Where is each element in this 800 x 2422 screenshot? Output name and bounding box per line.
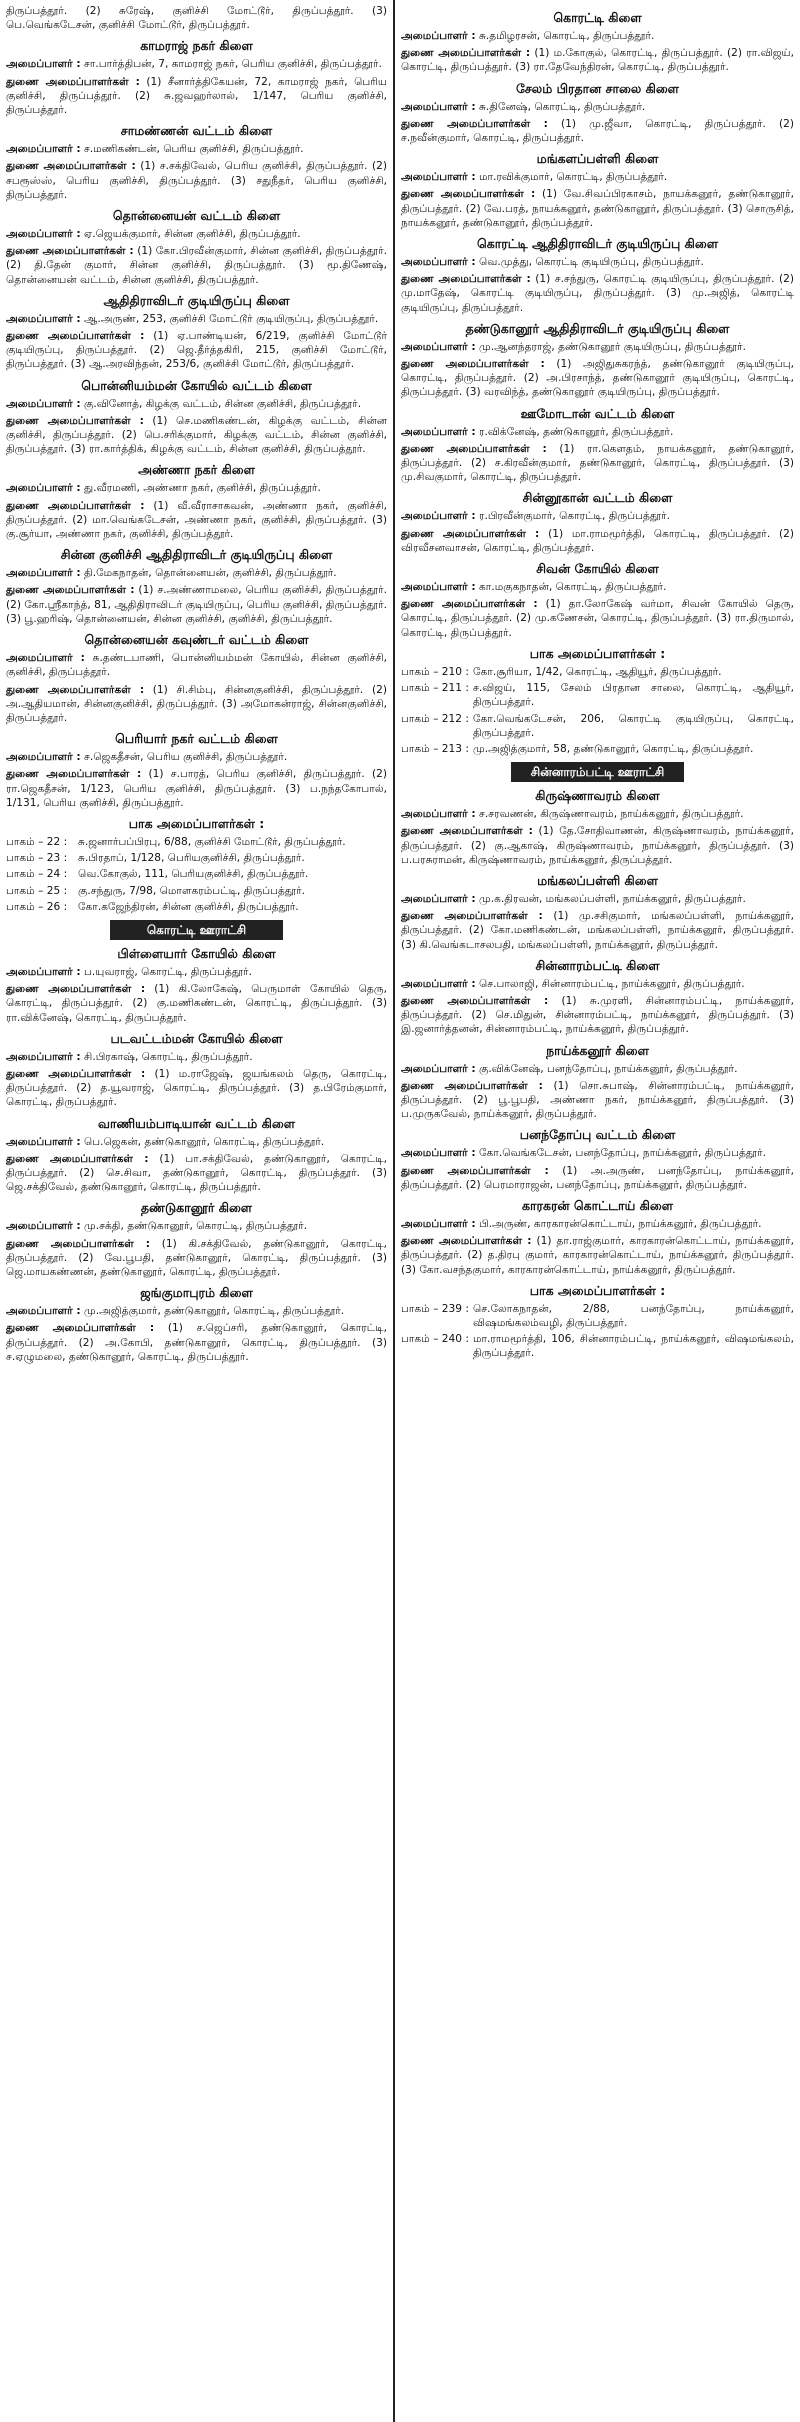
member-names: து.வீரமணி, அண்ணா நகர், குனிச்சி, திருப்பத்தூர்.: [80, 482, 321, 495]
role-label: துணை அமைப்பாளர்கள் :: [6, 1237, 151, 1250]
member-names: (1) ச.சந்துரு, கொரட்டி குடியிருப்பு, திருப்பத்தூர். (2) மு.மாதேஷ், கொரட்டி குடியிருப்பு, திருப்பத்தூர். (3) மு.அஜித், கொரட்டி குடியிருப்பு, திருப்பத்தூர்.: [401, 273, 795, 314]
organizer-paragraph: [401, 357, 794, 400]
booth-organizer: கோ.வெங்கடேசன், 206, கொரட்டி குடியிருப்பு, கொரட்டி, திருப்பத்தூர்.: [473, 712, 794, 739]
section-heading: ஆதிதிராவிடர் குடியிருப்பு கிளை: [103, 292, 290, 308]
organizer-paragraph: [6, 312, 387, 326]
role-label: அமைப்பாளர் :: [401, 892, 476, 905]
member-names: செ.பாலாஜி, சின்னாரம்பட்டி, நாய்க்கனூர், திருப்பத்தூர்.: [475, 977, 745, 990]
member-names: (1) சு.முரளி, சின்னாரம்பட்டி, நாய்க்கனூர், திருப்பத்தூர். (2) செ.மிதுன், சின்னாரம்பட்டி, நாய்க்கனூர், திருப்பத்தூர். (3) இ.ஜனார்த்தனன், சின்னாரம்பட்டி, நாய்க்கனூர், திருப்பத்தூர்.: [401, 994, 794, 1036]
role-label: துணை அமைப்பாளர்கள் :: [401, 47, 531, 60]
section-heading: காரகரன் கொட்டாய் கிளை: [521, 1197, 673, 1213]
booth-organizer: சு.ஜனார்பப்பிரபு, 6/88, குனிச்சி மோட்டூர், திருப்பத்தூர்.: [78, 835, 346, 848]
member-names: சி.பிரகாஷ், கொரட்டி, திருப்பத்தூர்.: [80, 1050, 253, 1063]
member-names: (1) ச.அண்ணாமலை, பெரிய குனிச்சி, திருப்பத்தூர். (2) கோ.ஸ்ரீகாந்த், 81, ஆதிதிராவிடர் குடியிருப்பு, பெரிய குனிச்சி, திருப்பத்தூர். (3) பூ.ஹரிஷ், தொன்னையன், சின்ன குனிச்சி, குனிச்சி, திருப்பத்தூர்.: [6, 584, 388, 625]
organizer-paragraph: [6, 75, 387, 118]
right-column: [395, 0, 800, 2422]
member-names: மு.க.திரவன், மங்கலப்பள்ளி, நாய்க்கனூர், திருப்பத்தூர்.: [475, 892, 746, 905]
organizer-paragraph: [6, 1067, 387, 1110]
organizer-paragraph: [401, 909, 794, 952]
organizer-paragraph: [6, 397, 387, 411]
section-heading: தொன்னையன் வட்டம் கிளை: [112, 208, 281, 224]
role-label: துணை அமைப்பாளர்கள் :: [6, 1067, 146, 1080]
member-names: ச.ஜெகதீசன், பெரிய குனிச்சி, திருப்பத்தூர்.: [80, 751, 288, 764]
member-names: (1) சி.சிம்பு, சின்னகுனிச்சி, திருப்பத்தூர். (2) அ.ஆதியமான், சின்னகுனிச்சி, திருப்பத்தூர். (3) அமோகன்ராஜ், சின்னகுனிச்சி, திருப்பத்தூர்.: [6, 683, 388, 724]
member-names: ச.மணிகண்டன், பெரிய குனிச்சி, திருப்பத்தூர்.: [80, 143, 304, 156]
organizer-paragraph: [401, 580, 794, 594]
member-names: தி.மேகநாதன், தொன்னையன், குனிச்சி, திருப்பத்தூர்.: [80, 567, 337, 580]
section-heading: பொன்னியம்மன் கோயில் வட்டம் கிளை: [81, 377, 312, 393]
organizer-paragraph: [401, 994, 794, 1037]
organizer-paragraph: [401, 187, 794, 230]
booth-organizer: செ.லோகநாதன், 2/88, பனந்தோப்பு, நாய்க்கனூர், விஷமங்கலம்வழி, திருப்பத்தூர்.: [473, 1302, 794, 1329]
organizer-paragraph: [6, 481, 387, 495]
booth-organizer: மா.ராமமூர்த்தி, 106, சின்னாரம்பட்டி, நாய்க்கனூர், விஷமங்கலம், திருப்பத்தூர்.: [473, 1333, 794, 1360]
role-label: அமைப்பாளர் :: [401, 1217, 476, 1230]
organizer-paragraph: [6, 57, 387, 71]
organizer-paragraph: [401, 527, 794, 555]
role-label: துணை அமைப்பாளர்கள் :: [6, 584, 135, 597]
section-heading: பனந்தோப்பு வட்டம் கிளை: [519, 1127, 676, 1143]
booth-number: பாகம் – 213 :: [401, 742, 469, 755]
member-names: (1) ச.சக்திவேல், பெரிய குனிச்சி, திருப்பத்தூர். (2) சபரூஸ்ஸ், பெரிய குனிச்சி, திருப்பத்தூர். (3) சதுநீதர், பெரிய குனிச்சி, திருப்பத்தூர்.: [6, 160, 388, 201]
section-heading: காமராஜ் நகர் கிளை: [140, 38, 253, 54]
role-label: துணை அமைப்பாளர்கள் :: [401, 598, 538, 611]
organizer-paragraph: [6, 159, 387, 202]
role-label: அமைப்பாளர் :: [401, 510, 476, 523]
member-names: (1) தா.ராஜ்குமார், காரகாரன்கொட்டாய், நாய்க்கனூர், திருப்பத்தூர். (2) த.திரபு குமார், காரகாரன்கொட்டாய், நாய்க்கனூர், திருப்பத்தூர். (3) கோ.வசந்தகுமார், காரகாரன்கொட்டாய், நாய்க்கனூர், திருப்பத்தூர்.: [401, 1235, 795, 1276]
role-label: துணை அமைப்பாளர்கள் :: [6, 414, 144, 427]
organizer-paragraph: [6, 965, 387, 979]
member-names: (1) சீனார்த்திகேயன், 72, காமராஜ் நகர், பெரிய குனிச்சி, திருப்பத்தூர். (2) சு.ஜவஹர்லால், 1/147, பெரிய குனிச்சி, திருப்பத்தூர்.: [6, 75, 388, 117]
member-names: சு.தண்டபாணி, பொன்னியம்மன் கோயில், சின்ன குனிச்சி, குனிச்சி, திருப்பத்தூர்.: [6, 652, 387, 679]
booth-number: பாகம் – 239 :: [401, 1302, 469, 1315]
organizer-paragraph: [401, 1217, 794, 1231]
section-heading: பாக அமைப்பாளர்கள் :: [529, 645, 666, 661]
member-names: மு.அஜித்குமார், தண்டுகானூர், கொரட்டி, திருப்பத்தூர்.: [80, 1305, 345, 1318]
organizer-paragraph: [6, 583, 387, 626]
role-label: அமைப்பாளர் :: [6, 1220, 81, 1233]
role-label: துணை அமைப்பாளர்கள் :: [6, 499, 145, 512]
booth-entry: [6, 900, 387, 914]
member-names: (1) வே.சிவப்பிரகாசம், நாயக்கனூர், தண்டுகானூர், திருப்பத்தூர். (2) வே.பரத், நாயக்கனூர், தண்டுகானூர், திருப்பத்தூர். (3) சொருசித், நாயக்கனூர், தண்டுகானூர், திருப்பத்தூர்.: [401, 188, 794, 229]
section-heading: பிள்ளையார் கோயில் கிளை: [117, 945, 276, 961]
role-label: துணை அமைப்பாளர்கள் :: [6, 768, 142, 781]
role-label: அமைப்பாளர் :: [401, 425, 476, 438]
booth-entry: [401, 665, 794, 679]
section-heading: சாமண்ணன் வட்டம் கிளை: [120, 123, 273, 139]
role-label: துணை அமைப்பாளர்கள் :: [401, 273, 531, 286]
role-label: அமைப்பாளர் :: [6, 312, 81, 325]
panchayat-banner: கொரட்டி ஊராட்சி: [110, 920, 283, 940]
organizer-paragraph: [401, 1146, 794, 1160]
member-names: சு.தமிழரசன், கொரட்டி, திருப்பத்தூர்.: [475, 30, 655, 42]
member-names: (1) மு.சசிகுமார், மங்கலப்பள்ளி, நாய்க்கனூர், திருப்பத்தூர். (2) கோ.மணிகண்டன், மங்கலப்பள்ளி, நாய்க்கனூர், திருப்பத்தூர். (3) கி.வெங்கடாசலபதி, மங்கலப்பள்ளி, நாய்க்கனூர், திருப்பத்தூர்.: [401, 910, 794, 951]
role-label: துணை அமைப்பாளர்கள் :: [6, 75, 140, 88]
role-label: துணை அமைப்பாளர்கள் :: [401, 994, 549, 1007]
booth-entry: [401, 742, 794, 756]
member-names: மு.ஆனந்தராஜ், தண்டுகானூர் குடியிருப்பு, திருப்பத்தூர்.: [475, 340, 746, 353]
member-names: பி.அருண், காரகாரன்கொட்டாய், நாய்க்கனூர், திருப்பத்தூர்.: [475, 1217, 762, 1230]
section-heading: மங்களப்பள்ளி கிளை: [536, 151, 659, 167]
section-heading: நாய்க்கனூர் கிளை: [546, 1042, 649, 1058]
booth-organizer: கோ.சூரியா, 1/42, கொரட்டி, ஆதியூர், திருப்பத்தூர்.: [473, 665, 722, 678]
role-label: துணை அமைப்பாளர்கள் :: [401, 188, 536, 201]
role-label: அமைப்பாளர் :: [6, 1305, 81, 1318]
section-heading: சின்னூகான் வட்டம் கிளை: [522, 490, 673, 506]
booth-entry: [6, 835, 387, 849]
text-paragraph: [6, 4, 387, 32]
organizer-paragraph: [401, 170, 794, 184]
section-heading: சிவன் கோயில் கிளை: [536, 561, 659, 577]
role-label: அமைப்பாளர் :: [6, 751, 81, 764]
role-label: அமைப்பாளர் :: [6, 567, 81, 580]
section-heading: அண்ணா நகர் கிளை: [138, 462, 255, 478]
role-label: அமைப்பாளர் :: [6, 1050, 81, 1063]
section-heading: கொரட்டி ஆதிதிராவிடர் குடியிருப்பு கிளை: [477, 236, 718, 252]
section-heading: வாணியம்பாடியான் வட்டம் கிளை: [98, 1115, 295, 1131]
panchayat-banner: சின்னாரம்பட்டி ஊராட்சி: [511, 762, 684, 782]
member-names: பெ.ஜெகன், தண்டுகானூர், கொரட்டி, திருப்பத்தூர்.: [80, 1135, 325, 1148]
section-heading: ஊமோடான் வட்டம் கிளை: [520, 405, 675, 421]
section-heading: கிருஷ்ணாவரம் கிளை: [535, 788, 660, 804]
organizer-paragraph: [401, 1079, 794, 1122]
organizer-paragraph: [401, 255, 794, 269]
organizer-paragraph: [401, 1164, 794, 1192]
role-label: துணை அமைப்பாளர்கள் :: [401, 1079, 543, 1092]
role-label: துணை அமைப்பாளர்கள் :: [6, 683, 145, 696]
booth-number: பாகம் – 22 :: [6, 835, 68, 848]
member-names: ர.விக்னேஷ், தண்டுகானூர், திருப்பத்தூர்.: [475, 425, 674, 438]
organizer-paragraph: [6, 1135, 387, 1149]
booth-number: பாகம் – 240 :: [401, 1333, 469, 1346]
organizer-paragraph: [401, 272, 794, 315]
role-label: துணை அமைப்பாளர்கள் :: [401, 117, 548, 130]
organizer-paragraph: [6, 1321, 387, 1364]
section-heading: பாக அமைப்பாளர்கள் :: [128, 815, 265, 831]
member-names: மு.சக்தி, தண்டுகானூர், கொரட்டி, திருப்பத்தூர்.: [80, 1220, 308, 1233]
organizer-paragraph: [401, 46, 794, 74]
organizer-paragraph: [401, 442, 794, 485]
role-label: துணை அமைப்பாளர்கள் :: [6, 330, 145, 343]
section-heading: மங்கலப்பள்ளி கிளை: [537, 872, 658, 888]
organizer-paragraph: [401, 117, 794, 145]
member-names: (1) கி.சக்திவேல், தண்டுகானூர், கொரட்டி, திருப்பத்தூர். (2) வே.பூபதி, தண்டுகானூர், கொரட்டி, திருப்பத்தூர். (3) ஜெ.மாயகண்ணன், தண்டுகானூர், கொரட்டி, திருப்பத்தூர்.: [6, 1237, 387, 1278]
role-label: துணை அமைப்பாளர்கள் :: [6, 983, 146, 996]
role-label: அமைப்பாளர் :: [6, 228, 81, 241]
role-label: அமைப்பாளர் :: [401, 808, 476, 821]
booth-entry: [401, 1302, 794, 1330]
booth-organizer: கோ.கஜேந்திரன், சின்ன குனிச்சி, திருப்பத்தூர்.: [78, 900, 299, 913]
organizer-paragraph: [6, 982, 387, 1025]
role-label: துணை அமைப்பாளர்கள் :: [6, 245, 134, 258]
role-label: அமைப்பாளர் :: [401, 1147, 476, 1160]
organizer-paragraph: [401, 29, 794, 43]
member-names: (1) வீ.வீராசாகவன், அண்ணா நகர், குனிச்சி, திருப்பத்தூர். (2) மா.வெங்கடேசன், அண்ணா நகர், குனிச்சி, திருப்பத்தூர். (3) கு.சூர்யா, அண்ணா நகர், குனிச்சி, திருப்பத்தூர்.: [6, 499, 387, 541]
member-names: (1) அஜிதுசுகரந்த், தண்டுகானூர் குடியிருப்பு, கொரட்டி, திருப்பத்தூர். (2) அ.பிரசாந்த், தண்டுகானூர் குடியிருப்பு, கொரட்டி, திருப்பத்தூர். (3) வரவிந்த், தண்டுகானூர் குடியிருப்பு, திருப்பத்தூர்.: [401, 358, 794, 399]
role-label: துணை அமைப்பாளர்கள் :: [401, 1164, 549, 1177]
section-heading: கொரட்டி கிளை: [553, 10, 642, 25]
role-label: அமைப்பாளர் :: [6, 143, 81, 156]
member-names: (1) பா.சக்திவேல், தண்டுகானூர், கொரட்டி, திருப்பத்தூர். (2) செ.சிவா, தண்டுகானூர், கொரட்டி, திருப்பத்தூர். (3) ஜெ.சக்திவேல், தண்டுகானூர், கொரட்டி, திருப்பத்தூர்.: [6, 1152, 387, 1194]
role-label: துணை அமைப்பாளர்கள் :: [6, 1322, 155, 1335]
member-names: (1) ச.பாரத், பெரிய குனிச்சி, திருப்பத்தூர். (2) ரா.ஜெகதீசன், 1/123, பெரிய குனிச்சி, திருப்பத்தூர். (3) ப.நந்தகோபால், 1/131, பெரிய குனிச்சி, திருப்பத்தூர்.: [6, 768, 388, 809]
organizer-paragraph: [6, 1237, 387, 1280]
organizer-paragraph: [6, 750, 387, 764]
member-names: ச.சரவணன், கிருஷ்ணாவரம், நாய்க்கனூர், திருப்பத்தூர்.: [475, 808, 744, 821]
role-label: அமைப்பாளர் :: [6, 482, 81, 495]
section-heading: தண்டுகானூர் ஆதிதிராவிடர் குடியிருப்பு கிளை: [465, 320, 730, 336]
organizer-paragraph: [6, 1304, 387, 1318]
left-column: [0, 0, 395, 2422]
role-label: துணை அமைப்பாளர்கள் :: [401, 910, 543, 923]
member-names: சா.பார்த்திபன், 7, காமராஜ் நகர், பெரிய குனிச்சி, திருப்பத்தூர்.: [80, 58, 382, 71]
booth-organizer: ச.விஜய், 115, சேலம் பிரதான சாலை, கொரட்டி, ஆதியூர், திருப்பத்தூர்.: [473, 682, 794, 709]
booth-organizer: சு.பிரதாப், 1/128, பெரியகுனிச்சி, திருப்பத்தூர்.: [78, 852, 305, 865]
role-label: அமைப்பாளர் :: [401, 100, 476, 113]
booth-entry: [6, 884, 387, 898]
member-names: (1) செ.மணிகண்டன், கிழக்கு வட்டம், சின்ன குனிச்சி, திருப்பத்தூர். (2) பெ.சரிக்குமார், கிழக்கு வட்டம், சின்ன குனிச்சி, திருப்பத்தூர். (3) ரா.கார்த்திக், கிழக்கு வட்டம், சின்ன குனிச்சி, திருப்பத்தூர்.: [6, 414, 387, 456]
member-names: (1) கோ.பிரவீன்குமார், சின்ன குனிச்சி, திருப்பத்தூர். (2) தி.தேன் குமார், சின்ன குனிச்சி, திருப்பத்தூர். (3) மூ.திணேஷ், தொன்னையன் வட்டம், சின்ன குனிச்சி, திருப்பத்தூர்.: [6, 245, 387, 286]
section-heading: ஜங்குமாபுரம் கிளை: [140, 1285, 253, 1301]
organizer-paragraph: [6, 1152, 387, 1195]
booth-number: பாகம் – 210 :: [401, 665, 469, 678]
member-names: கோ.வெங்கடேசன், பனந்தோப்பு, நாய்க்கனூர், திருப்பத்தூர்.: [475, 1147, 766, 1160]
organizer-paragraph: [401, 597, 794, 640]
role-label: அமைப்பாளர் :: [401, 581, 476, 594]
booth-number: பாகம் – 26 :: [6, 900, 68, 913]
member-names: (1) ச.ஜெப்சரி, தண்டுகானூர், கொரட்டி, திருப்பத்தூர். (2) அ.கோபி, தண்டுகானூர், கொரட்டி, திருப்பத்தூர். (3) ச.ஏழுமலை, தண்டுகானூர், கொரட்டி, திருப்பத்தூர்.: [6, 1322, 387, 1363]
role-label: அமைப்பாளர் :: [401, 171, 476, 184]
member-names: ஏ.ஜெயக்குமார், சின்ன குனிச்சி, திருப்பத்தூர்.: [80, 228, 301, 241]
role-label: அமைப்பாளர் :: [6, 1135, 81, 1148]
member-names: (1) ம.ராஜேஷ், ஜயங்கலம் தெரு, கொரட்டி, திருப்பத்தூர். (2) த.யூவராஜ், கொரட்டி, திருப்பத்தூர். (3) த.பிரேம்குமார், கொரட்டி, திருப்பத்தூர்.: [6, 1067, 387, 1109]
organizer-paragraph: [6, 499, 387, 542]
role-label: அமைப்பாளர் :: [6, 652, 85, 665]
role-label: துணை அமைப்பாளர்கள் :: [401, 527, 540, 540]
section-heading: சின்னாரம்பட்டி கிளை: [535, 957, 660, 973]
role-label: அமைப்பாளர் :: [401, 340, 476, 353]
booth-number: பாகம் – 24 :: [6, 868, 68, 881]
role-label: துணை அமைப்பாளர்கள் :: [401, 442, 547, 455]
member-names: திருப்பத்தூர். (2) சுரேஷ், குனிச்சி மோட்டூர், திருப்பத்தூர். (3) பெ.வெங்கடேசன், குனிச்சி மோட்டூர், திருப்பத்தூர்.: [6, 5, 387, 32]
role-label: அமைப்பாளர் :: [401, 1062, 476, 1075]
member-names: (1) தா.லோகேஷ் வர்மா, சிவன் கோயில் தெரு, கொரட்டி, திருப்பத்தூர். (2) மு.கணேசன், கொரட்டி, திருப்பத்தூர். (3) ரா.திருமால், கொரட்டி, திருப்பத்தூர்.: [401, 598, 795, 639]
organizer-paragraph: [6, 414, 387, 457]
booth-number: பாகம் – 25 :: [6, 884, 68, 897]
booth-entry: [401, 681, 794, 709]
organizer-paragraph: [401, 509, 794, 523]
role-label: துணை அமைப்பாளர்கள் :: [401, 825, 533, 838]
section-heading: சேலம் பிரதான சாலை கிளை: [516, 80, 679, 96]
role-label: துணை அமைப்பாளர்கள் :: [6, 160, 136, 173]
role-label: அமைப்பாளர் :: [401, 30, 476, 42]
organizer-paragraph: [6, 651, 387, 679]
role-label: துணை அமைப்பாளர்கள் :: [401, 1235, 532, 1248]
member-names: மா.ரவிக்குமார், கொரட்டி, திருப்பத்தூர்.: [475, 171, 668, 184]
member-names: (1) சொ.சுபாஷ், சின்னாரம்பட்டி, நாய்க்கனூர், திருப்பத்தூர். (2) பூ.பூபதி, அண்ணா நகர், நாய்க்கனூர், திருப்பத்தூர். (3) ப.முருகவேல், நாய்க்கனூர், திருப்பத்தூர்.: [401, 1079, 794, 1121]
section-heading: சின்ன குனிச்சி ஆதிதிராவிடர் குடியிருப்பு கிளை: [60, 547, 333, 563]
role-label: அமைப்பாளர் :: [6, 58, 81, 71]
organizer-paragraph: [6, 1050, 387, 1064]
organizer-paragraph: [6, 227, 387, 241]
booth-organizer: கு.சந்துரு, 7/98, மொளகரம்பட்டி, திருப்பத்தூர்.: [78, 884, 305, 897]
section-heading: பெரியார் நகர் வட்டம் கிளை: [115, 731, 278, 747]
member-names: (1) ம.கோகுல், கொரட்டி, திருப்பத்தூர். (2) ரா.விஜய், கொரட்டி, திருப்பத்தூர். (3) ரா.தேவேந்திரன், கொரட்டி, திருப்பத்தூர்.: [401, 47, 794, 74]
member-names: சு.தினேஷ், கொரட்டி, திருப்பத்தூர்.: [475, 100, 646, 113]
booth-organizer: மு.அஜித்குமார், 58, தண்டுகானூர், கொரட்டி, திருப்பத்தூர்.: [473, 742, 754, 755]
section-heading: தண்டுகானூர் கிளை: [140, 1200, 253, 1216]
role-label: அமைப்பாளர் :: [6, 965, 81, 978]
member-names: ஆ.அருண், 253, குனிச்சி மோட்டூர் குடியிருப்பு, திருப்பத்தூர்.: [80, 312, 379, 325]
member-names: ப.யுவராஜ், கொரட்டி, திருப்பத்தூர்.: [80, 965, 252, 978]
organizer-paragraph: [6, 329, 387, 372]
member-names: ர.பிரவீன்குமார், கொரட்டி, திருப்பத்தூர்.: [475, 510, 670, 523]
role-label: அமைப்பாளர் :: [6, 397, 81, 410]
member-names: (1) தே.சோதிவாணன், கிருஷ்ணாவரம், நாய்க்கனூர், திருப்பத்தூர். (2) கு.ஆகாஷ், கிருஷ்ணாவரம், நாய்க்கனூர், திருப்பத்தூர். (3) ப.பரசுராமன், கிருஷ்ணாவரம், நாய்க்கனூர், திருப்பத்தூர்.: [401, 825, 794, 866]
organizer-paragraph: [401, 340, 794, 354]
organizer-paragraph: [401, 425, 794, 439]
member-names: வெ.முத்து, கொரட்டி குடியிருப்பு, திருப்பத்தூர்.: [475, 256, 704, 269]
role-label: அமைப்பாளர் :: [401, 256, 476, 269]
role-label: துணை அமைப்பாளர்கள் :: [401, 358, 545, 371]
member-names: (1) மா.ராமமூர்த்தி, கொரட்டி, திருப்பத்தூர். (2) விரவீசனவாசன், கொரட்டி, திருப்பத்தூர்.: [401, 527, 795, 554]
organizer-paragraph: [6, 683, 387, 726]
section-heading: தொன்னையன் கவுண்டர் வட்டம் கிளை: [84, 632, 309, 648]
booth-number: பாகம் – 23 :: [6, 852, 68, 865]
organizer-paragraph: [401, 1234, 794, 1277]
organizer-paragraph: [401, 824, 794, 867]
member-names: கு.வினோத், கிழக்கு வட்டம், சின்ன குனிச்சி, திருப்பத்தூர்.: [80, 397, 362, 410]
member-names: கு.விக்னேஷ், பனந்தோப்பு, நாய்க்கனூர், திருப்பத்தூர்.: [475, 1062, 738, 1075]
organizer-paragraph: [401, 892, 794, 906]
role-label: அமைப்பாளர் :: [401, 977, 476, 990]
role-label: துணை அமைப்பாளர்கள் :: [6, 1152, 149, 1165]
member-names: கா.மகுகநாதன், கொரட்டி, திருப்பத்தூர்.: [475, 581, 667, 594]
booth-number: பாகம் – 211 :: [401, 682, 469, 695]
organizer-paragraph: [401, 807, 794, 821]
section-heading: படவட்டம்மன் கோயில் கிளை: [110, 1030, 283, 1046]
member-names: (1) ஏ.பாண்டியன், 6/219, குனிச்சி மோட்டூர் குடியிருப்பு, திருப்பத்தூர். (2) ஜெ.தீர்த்தகிரி, 215, குனிச்சி மோட்டூர், திருப்பத்தூர். (3) ஆ.அரவிந்தன், 253/6, குனிச்சி மோட்டூர், திருப்பத்தூர்.: [6, 330, 387, 371]
member-names: (1) அ.அருண், பனந்தோப்பு, நாய்க்கனூர், திருப்பத்தூர். (2) பெரமாராஜன், பனந்தோப்பு, நாய்க்கனூர், திருப்பத்தூர்.: [401, 1164, 794, 1191]
organizer-paragraph: [6, 244, 387, 287]
organizer-paragraph: [6, 142, 387, 156]
booth-number: பாகம் – 212 :: [401, 712, 469, 725]
organizer-paragraph: [401, 977, 794, 991]
member-names: (1) கி.லோகேஷ், பெருமாள் கோயில் தெரு, கொரட்டி, திருப்பத்தூர். (2) கு.மணிகண்டன், கொரட்டி, திருப்பத்தூர். (3) ரா.விக்னேஷ், கொரட்டி, திருப்பத்தூர்.: [6, 983, 388, 1024]
organizer-paragraph: [401, 100, 794, 114]
booth-organizer: வெ.கோகுல், 111, பெரியகுனிச்சி, திருப்பத்தூர்.: [78, 868, 309, 881]
booth-entry: [401, 712, 794, 740]
booth-entry: [6, 867, 387, 881]
member-names: (1) ரா.கௌதம், நாயக்கனூர், தண்டுகானூர், திருப்பத்தூர். (2) ச.கிரவீன்குமார், தண்டுகானூர், கொரட்டி, திருப்பத்தூர். (3) மு.சிவகுமார், கொரட்டி, திருப்பத்தூர்.: [401, 442, 795, 484]
booth-entry: [6, 851, 387, 865]
section-heading: பாக அமைப்பாளர்கள் :: [529, 1282, 666, 1298]
organizer-paragraph: [401, 1062, 794, 1076]
organizer-paragraph: [6, 566, 387, 580]
booth-entry: [401, 1332, 794, 1360]
member-names: (1) மு.ஜீவா, கொரட்டி, திருப்பத்தூர். (2) ச.நவீன்குமார், கொரட்டி, திருப்பத்தூர்.: [401, 117, 795, 145]
organizer-paragraph: [6, 767, 387, 810]
organizer-paragraph: [6, 1219, 387, 1233]
